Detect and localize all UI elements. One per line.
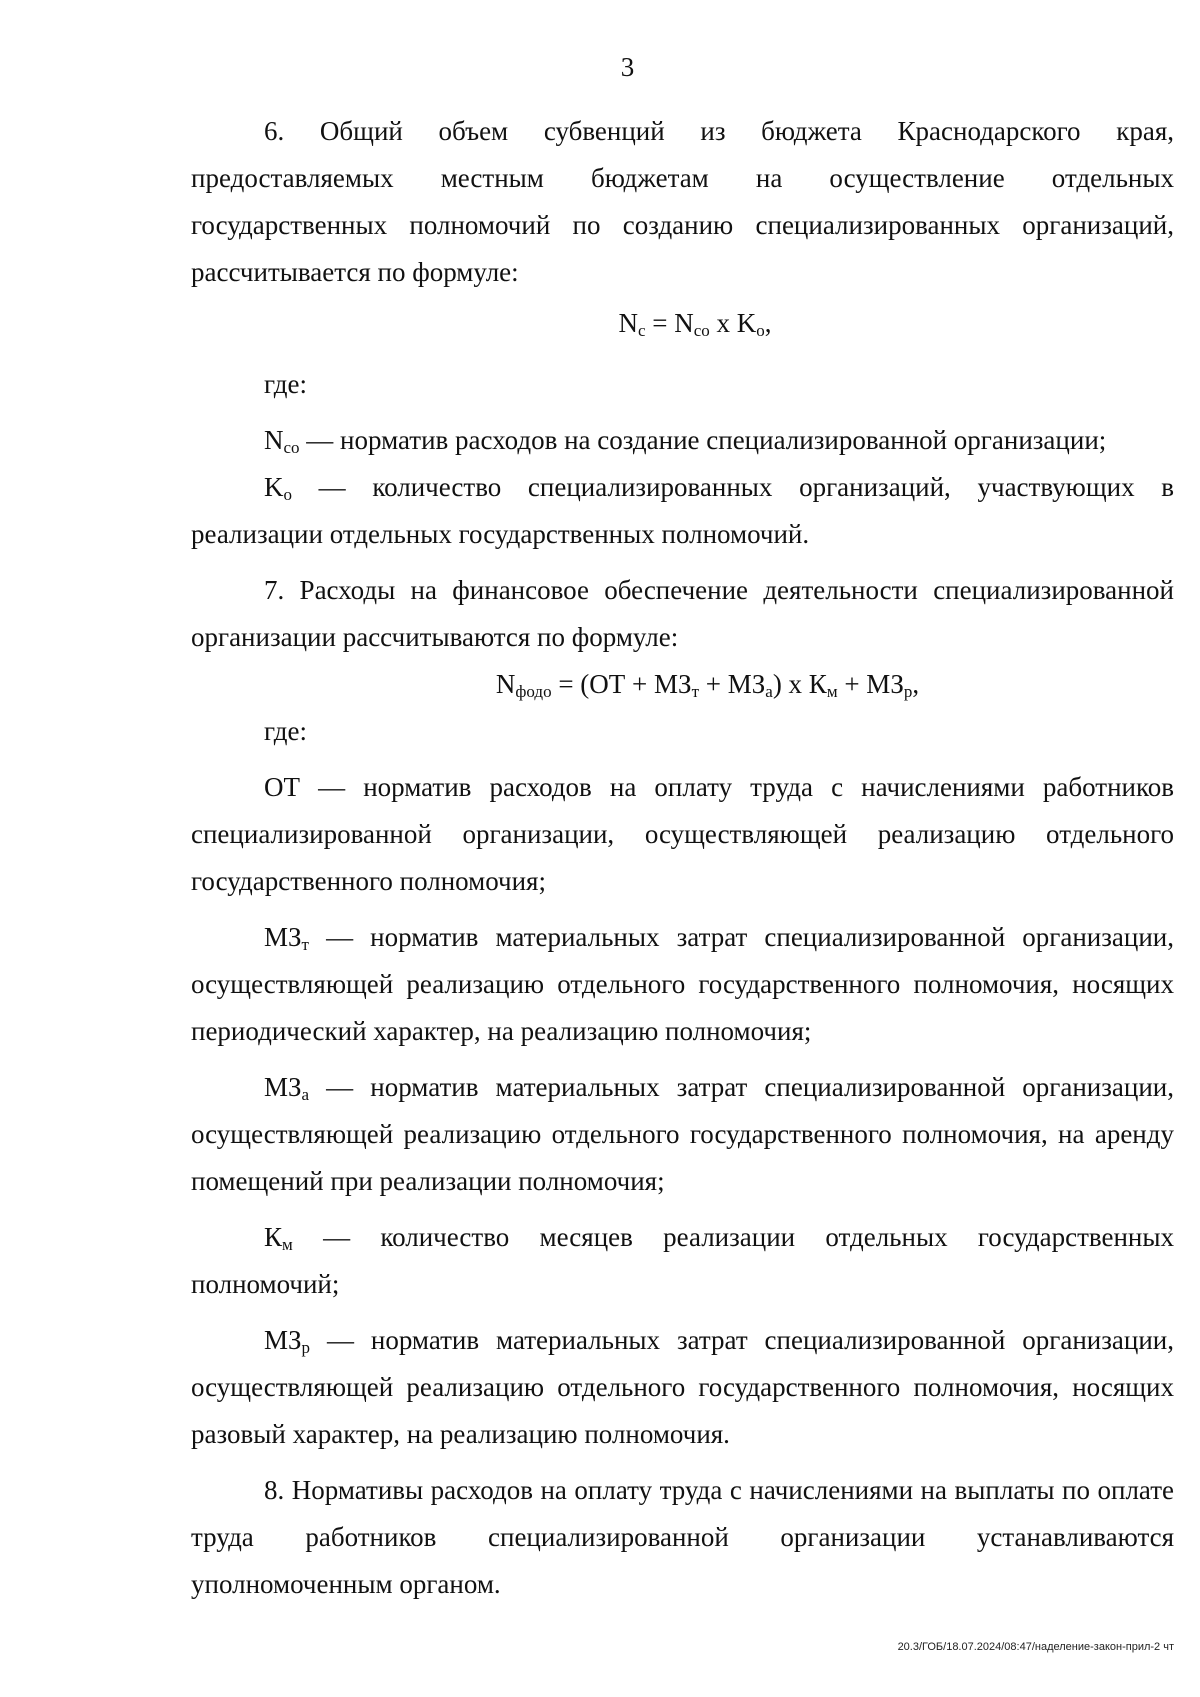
- document-body: [191, 108, 1174, 1608]
- paragraph-8: 8. Нормативы расходов на оплату труда с начислениями на выплаты по оплате труда работников специализированной организации устанавливаются уполномоченным органом.: [191, 1475, 1174, 1599]
- definition-mzr: $МЗ_р$ — норматив материальных затрат специализированной организации, осуществляющей реализацию отдельного государственного полномочия, носящих разовый характер, на реализацию полномочия.: [191, 1325, 1174, 1449]
- definition-ko: $K_o$ — количество специализированных организаций, участвующих в реализации отдельных государственных полномочий.: [191, 472, 1174, 549]
- definition-nco: $N_{co}$ — норматив расходов на создание специализированной организации;: [264, 425, 1107, 457]
- where-label: где:: [264, 369, 307, 399]
- formula-nfodo: $N_{фодо} = (ОТ + МЗ_т + МЗ_а)$ x $К_м + МЗ_р$,: [495, 669, 920, 701]
- formula-nc: $N_c = N_{co}$ x $K_o$,: [618, 308, 772, 340]
- document-footer-code: 20.3/ГОБ/18.07.2024/08:47/наделение-закон-прил-2 чт: [897, 1641, 1174, 1653]
- paragraph-6: 6. Общий объем субвенций из бюджета Краснодарского края, предоставляемых местным бюджетам на осуществление отдельных государственных полномочий по созданию специализированных организаций, рассчитывается по формуле:: [191, 116, 1174, 287]
- definition-km: $К_м$ — количество месяцев реализации отдельных государственных полномочий;: [191, 1222, 1174, 1299]
- where-label-2: где:: [264, 716, 307, 746]
- definition-mza: $МЗ_а$ — норматив материальных затрат специализированной организации, осуществляющей реализацию отдельного государственного полномочия, на аренду помещений при реализации полномочия;: [191, 1072, 1174, 1196]
- definition-ot: ОТ — норматив расходов на оплату труда с начислениями работников специализированной организации, осуществляющей реализацию отдельного государственного полномочия;: [191, 772, 1174, 896]
- page-number: 3: [620, 52, 635, 82]
- paragraph-7: 7. Расходы на финансовое обеспечение деятельности специализированной организации рассчитываются по формуле:: [191, 575, 1174, 652]
- definition-mzt: $МЗ_т$ — норматив материальных затрат специализированной организации, осуществляющей реализацию отдельного государственного полномочия, носящих периодический характер, на реализацию полномочия;: [191, 922, 1174, 1046]
